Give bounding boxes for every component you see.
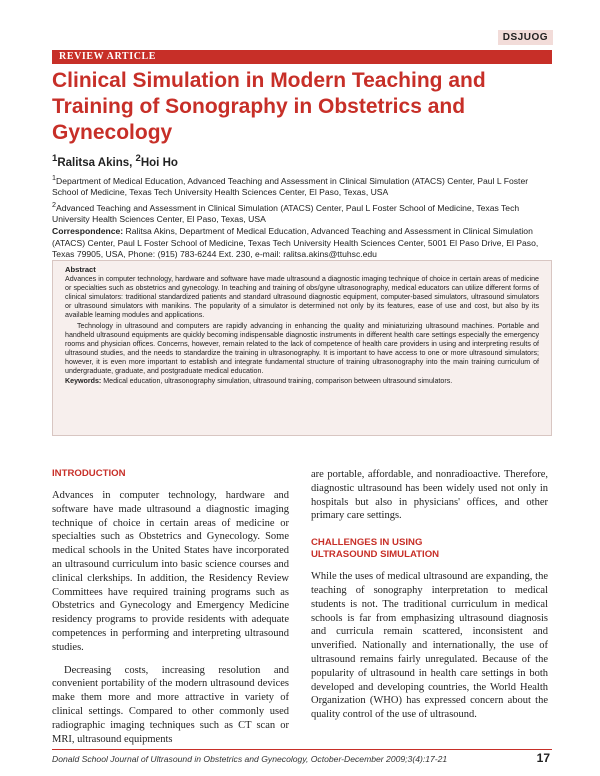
page-number: 17: [536, 751, 550, 765]
affiliation-2-text: Advanced Teaching and Assessment in Clinical Simulation (ATACS) Center, Paul L Foster School of Medicine, Texas Tech University Health Sciences Center, El Paso, Texas, USA: [52, 202, 520, 225]
affiliation-2: [52, 200, 550, 226]
correspondence-text: Ralitsa Akins, Department of Medical Education, Advanced Teaching and Assessment in Clinical Simulation (ATACS) Center, Paul L Foster School of Medicine, Texas Tech University Health Sciences Center, 5001 El Paso Drive, El Paso, Texas 79905, USA, Phone: (915) 783-6244 Ext. 230, e-mail: ralitsa.akins@ttuhsc.edu: [52, 226, 539, 259]
keywords-text: Medical education, ultrasonography simulation, ultrasound training, comparison between ultrasound simulators.: [101, 377, 453, 386]
challenges-heading-line-1: CHALLENGES IN USING: [311, 537, 423, 549]
introduction-heading: INTRODUCTION: [52, 468, 126, 479]
author-2-name: Hoi Ho: [140, 156, 178, 169]
keywords-label: Keywords:: [65, 377, 102, 386]
abstract-paragraph-1: Advances in computer technology, hardware and software have made ultrasound a diagnostic imaging technique of choice in certain areas of medicine or specialties such as obstetrics and gynecology. In teaching and training of obs/gyne ultrasonography, medical educators can utilize different forms of clinical simulators: traditional standardized patients and standard ultrasound diagnostic equipment, computer-based simulators, ultrasound simulators or ultrasound simulators with manikins. The popularity of a simulator is determined not only by its features, ease of use and cost, but also by its available learning modules and applications.: [65, 275, 539, 320]
challenges-paragraph-1: While the uses of medical ultrasound are expanding, the teaching of sonography interpretation to medical students is not. The traditional curriculum in medical schools is far from emphasizing ultrasound diagnosis and curricula remain scattered, inconsistent and unverified. Nationally and internationally, the use of ultrasound remains fairly unregulated. Because of the popularity of ultrasound in health care settings in both developed and developing countries, the World Health Organization (WHO) has expressed concern about the quality control of the use of ultrasound.: [311, 571, 548, 721]
correspondence: [52, 226, 550, 261]
author-list: [52, 153, 178, 169]
article-type-banner: REVIEW ARTICLE: [52, 50, 552, 64]
correspondence-label: Correspondence:: [52, 226, 124, 236]
introduction-paragraph-1: Advances in computer technology, hardware and software have made ultrasound a diagnostic imaging technique of choice in certain areas of medicine or specialties such as Obstetrics and Gynecology. Some medical schools in the United States have incorporated an ultrasound curriculum into basic science courses and clinical clerkships. In addition, the Residency Review Committees have required training programs such as Obstetrics and Gynecology and Emergency Medicine residency programs to provide residents with adequate competences in performing and interpreting ultrasound studies.: [52, 490, 289, 653]
introduction-paragraph-2: Decreasing costs, increasing resolution and convenient portability of the modern ultrasound devices make them more and more attractive in variety of clinical settings. Compared to other commonly used radiographic imaging techniques such as CT scan or MRI, ultrasound equipments: [52, 664, 289, 745]
challenges-heading: [311, 537, 548, 561]
introduction-paragraph-3: are portable, affordable, and nonradioactive. Therefore, diagnostic ultrasound has been widely used not only in hospitals but also in physicians' offices, and other primary care settings.: [311, 469, 548, 522]
journal-tag: DSJUOG: [498, 30, 553, 45]
right-column: [311, 468, 548, 722]
footer-rule: [52, 749, 552, 750]
abstract-heading: Abstract: [65, 265, 96, 274]
affiliation-1-text: Department of Medical Education, Advanced Teaching and Assessment in Clinical Simulation (ATACS) Center, Paul L Foster School of Medicine, Texas Tech University Health Sciences Center, El Paso, Texas, USA: [52, 175, 529, 198]
affiliation-1-superscript: 1: [52, 174, 56, 182]
keywords: [65, 377, 539, 386]
affiliation-1: [52, 173, 550, 199]
footer-citation: Donald School Journal of Ultrasound in Obstetrics and Gynecology, October-December 2009;3(4):17-21: [52, 754, 448, 764]
article-title: Clinical Simulation in Modern Teaching and Training of Sonography in Obstetrics and Gynecology: [52, 69, 486, 144]
left-column: [52, 468, 289, 746]
abstract-paragraph-2: Technology in ultrasound and computers are rapidly advancing in enhancing the quality and miniaturizing ultrasound machines. Portable and handheld ultrasound equipments are quickly becoming indispensable diagnostic instruments in different health care settings especially the emergency rooms and physician offices. Concerns, however, remain related to the lack of competence of health care providers in using and interpreting results of ultrasound studies, and the needs to standardize the training in ultrasonography. It is important to have access to one or more ultrasound simulators; however, it is even more important to establish and integrate fundamental structure of training ultrasonography into the main training curriculum of undergraduate, graduate, and postgraduate medical education.: [65, 321, 539, 376]
affiliation-2-superscript: 2: [52, 201, 56, 209]
author-1-name: Ralitsa Akins,: [57, 156, 136, 169]
author-2-superscript: 2: [135, 153, 141, 164]
challenges-heading-line-2: ULTRASOUND SIMULATION: [311, 549, 440, 561]
abstract-box: [52, 260, 552, 436]
author-1-superscript: 1: [52, 153, 58, 164]
